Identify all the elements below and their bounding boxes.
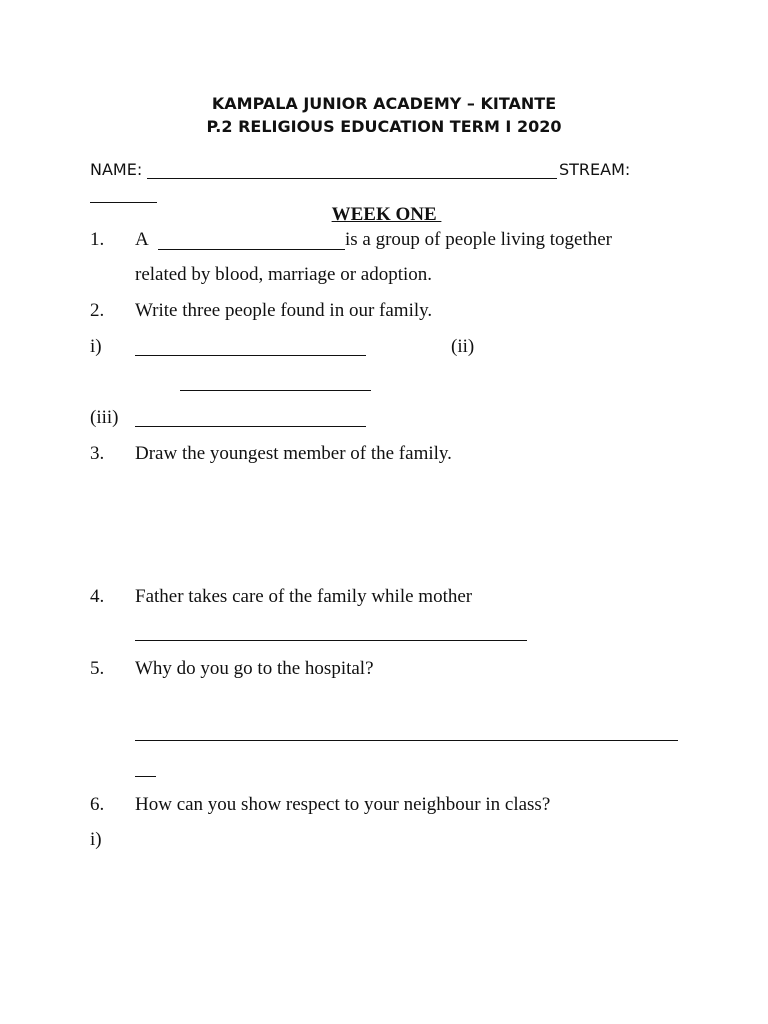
question-1-answer-line[interactable]	[158, 249, 345, 250]
question-2-part-iii-label: (iii)	[90, 407, 119, 428]
question-6-text: How can you show respect to your neighbour in class?	[135, 794, 551, 815]
question-5-number: 5.	[90, 658, 105, 679]
stream-answer-line[interactable]	[90, 202, 157, 203]
name-label: NAME:	[90, 160, 143, 179]
question-4-number: 4.	[90, 586, 105, 607]
question-1-continuation: related by blood, marriage or adoption.	[135, 264, 433, 285]
name-answer-line[interactable]	[147, 178, 557, 179]
question-5-answer-line[interactable]	[135, 740, 678, 741]
question-1-text: is a group of people living together	[345, 229, 612, 250]
question-2-part-ii-label: (ii)	[451, 336, 475, 357]
question-3-number: 3.	[90, 443, 105, 464]
question-4-answer-line[interactable]	[135, 640, 527, 641]
week-title: WEEK ONE	[331, 204, 442, 225]
question-1-lead: A	[135, 229, 149, 250]
question-6-number: 6.	[90, 794, 105, 815]
question-5-answer-line-continuation[interactable]	[135, 776, 156, 777]
stream-label: STREAM:	[559, 160, 631, 179]
question-2-part-i-label: i)	[90, 336, 102, 357]
school-name: KAMPALA JUNIOR ACADEMY – KITANTE	[211, 94, 557, 113]
exam-title: P.2 RELIGIOUS EDUCATION TERM I 2020	[206, 117, 562, 136]
question-2-text: Write three people found in our family.	[135, 300, 433, 321]
question-3-text: Draw the youngest member of the family.	[135, 443, 452, 464]
question-4-text: Father takes care of the family while mother	[135, 586, 473, 607]
question-6-part-i-label: i)	[90, 829, 102, 850]
question-2-part-i-answer-line[interactable]	[135, 355, 366, 356]
question-2-part-iii-answer-line[interactable]	[135, 426, 366, 427]
question-2-part-ii-answer-line[interactable]	[180, 390, 371, 391]
question-2-number: 2.	[90, 300, 105, 321]
question-1-number: 1.	[90, 229, 105, 250]
question-5-text: Why do you go to the hospital?	[135, 658, 374, 679]
